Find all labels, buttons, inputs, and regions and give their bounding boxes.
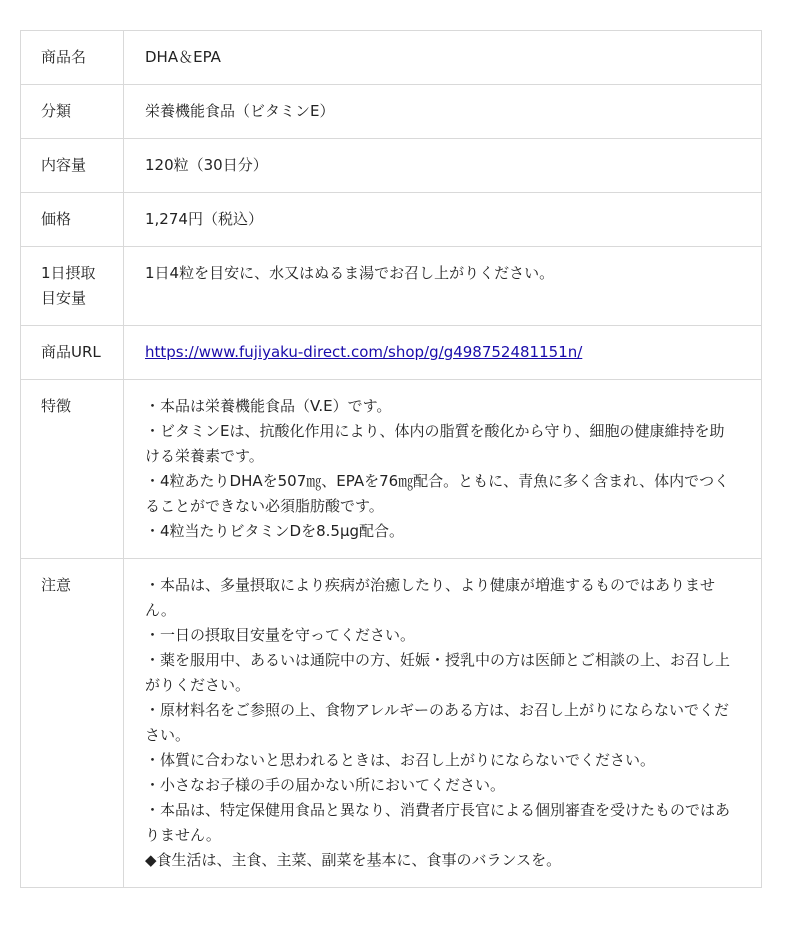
contents-value: 120粒（30日分）: [124, 139, 762, 193]
caution-line: ◆食生活は、主食、主菜、副菜を基本に、食事のバランスを。: [145, 851, 562, 869]
table-row-product-url: [21, 326, 762, 380]
caution-line: ・小さなお子様の手の届かない所においてください。: [145, 776, 506, 794]
features-value: [124, 380, 762, 559]
row-label: 分類: [21, 85, 124, 139]
caution-line: ・原材料名をご参照の上、食物アレルギーのある方は、お召し上がりにならないでください。: [145, 701, 730, 744]
feature-line: ・4粒あたりDHAを507㎎、EPAを76㎎配合。ともに、青魚に多く含まれ、体内でつくることができない必須脂肪酸です。: [145, 472, 730, 515]
row-label: 価格: [21, 193, 124, 247]
caution-line: ・本品は、多量摂取により疾病が治癒したり、より健康が増進するものではありません。: [145, 576, 716, 619]
table-row-cautions: [21, 559, 762, 888]
table-row-product-name: [21, 31, 762, 85]
row-label: 商品名: [21, 31, 124, 85]
caution-line: ・薬を服用中、あるいは通院中の方、妊娠・授乳中の方は医師とご相談の上、お召し上がりください。: [145, 651, 731, 694]
row-label: 商品URL: [21, 326, 124, 380]
table-row-contents: [21, 139, 762, 193]
cautions-value: [124, 559, 762, 888]
table-row-price: [21, 193, 762, 247]
feature-line: ・4粒当たりビタミンDを8.5μg配合。: [145, 522, 405, 540]
price-value: 1,274円（税込）: [124, 193, 762, 247]
table-row-features: [21, 380, 762, 559]
product-url-link[interactable]: https://www.fujiyaku-direct.com/shop/g/g498752481151n/: [145, 343, 583, 361]
row-label: 1日摂取目安量: [21, 247, 124, 326]
feature-line: ・本品は栄養機能食品（V.E）です。: [145, 397, 392, 415]
row-label: 注意: [21, 559, 124, 888]
row-label: 内容量: [21, 139, 124, 193]
product-url-cell: [124, 326, 762, 380]
row-label: 特徴: [21, 380, 124, 559]
caution-line: ・一日の摂取目安量を守ってください。: [145, 626, 416, 644]
table-row-daily-intake: [21, 247, 762, 326]
feature-line: ・ビタミンEは、抗酸化作用により、体内の脂質を酸化から守り、細胞の健康維持を助ける栄養素です。: [145, 422, 725, 465]
table-row-category: [21, 85, 762, 139]
caution-line: ・体質に合わないと思われるときは、お召し上がりにならないでください。: [145, 751, 656, 769]
category-value: 栄養機能食品（ビタミンE）: [124, 85, 762, 139]
daily-intake-value: 1日4粒を目安に、水又はぬるま湯でお召し上がりください。: [124, 247, 762, 326]
product-name-value: DHA＆EPA: [124, 31, 762, 85]
product-spec-table: [20, 30, 762, 888]
caution-line: ・本品は、特定保健用食品と異なり、消費者庁長官による個別審査を受けたものではありません。: [145, 801, 731, 844]
